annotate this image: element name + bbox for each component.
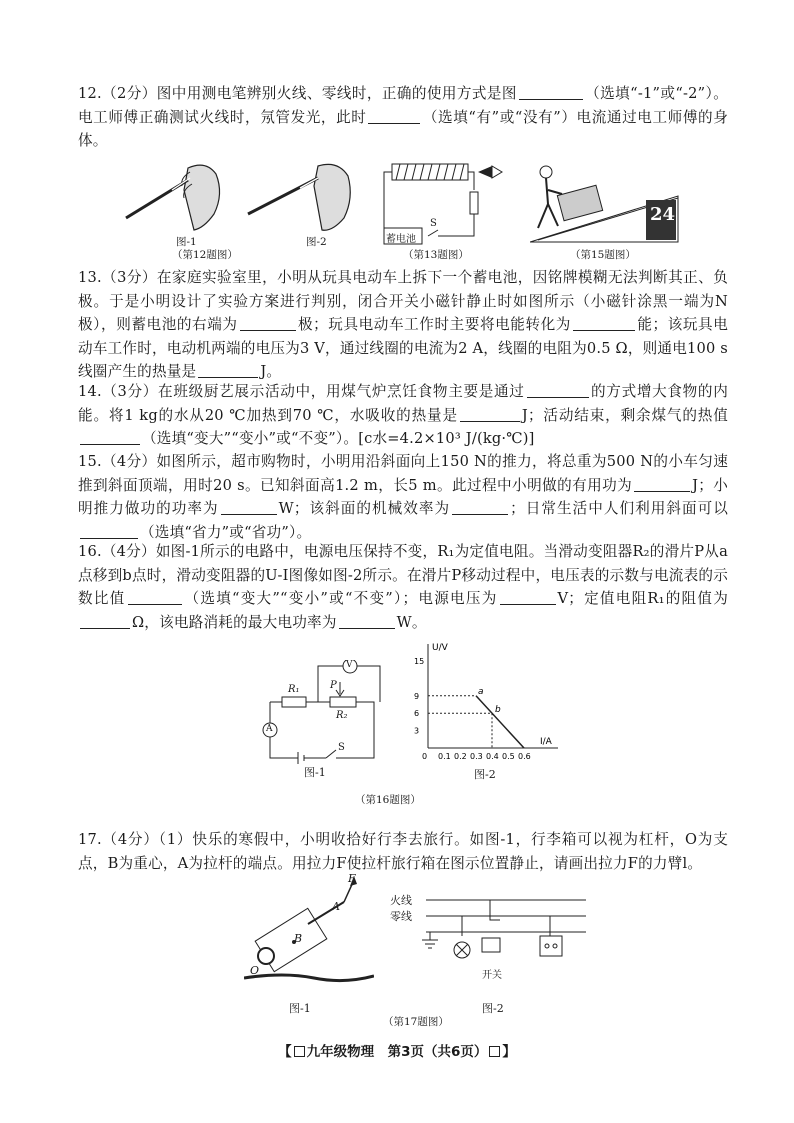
figure-caption: （第15题图） [570,249,636,261]
figure-caption: （第16题图） [355,794,421,806]
answer-blank[interactable] [460,407,520,422]
figure-15: 24 [530,160,680,245]
figure-17-1: F A B O [244,872,374,987]
incline-cart-illustration [530,160,680,245]
x-tick-label: 0.1 [438,752,451,761]
answer-blank[interactable] [527,383,589,398]
figure-label: 图-1 [289,1002,311,1015]
point-b-label: b [495,705,501,716]
ui-graph [412,640,562,770]
figure-13: 蓄电池 S [376,160,506,245]
answer-blank[interactable] [80,430,140,445]
answer-blank[interactable] [128,590,182,605]
question-14: 14.（3分）在班级厨艺展示活动中，用煤气炉烹饪食物主要是通过 的方式增大食物的内能。将1 kg的水从20 ℃加热到70 ℃，水吸收的热量是 J；活动结束，剩余煤气的热值（选填“变大”“变小”或“不变”）。[c水=4.2×10³ J/(kg·℃)] [78,383,728,447]
logo-icon [489,1046,500,1057]
figure-caption: （第17题图） [383,1016,449,1028]
x-tick-label: 0.2 [454,752,467,761]
figure-label: 图-2 [482,1002,504,1015]
answer-blank[interactable] [500,590,556,605]
figure-16-graph: U/V I/A 15 9 6 3 0 0.1 0.2 0.3 0.4 0.5 0.6 a b 图-2 [412,640,562,770]
figure-caption: （第13题图） [403,249,469,261]
answer-blank[interactable] [80,614,130,629]
question-12: 12.（2分）图中用测电笔辨别火线、零线时，正确的使用方式是图 （选填“-1”或“-2”）。电工师傅正确测试火线时，氖管发光，此时 （选填“有”或“没有”）电流通过电工师傅的身体。 [78,85,728,149]
x-tick-label: 0.5 [502,752,515,761]
answer-blank[interactable] [221,500,277,515]
page-footer: 【 九年级物理 第3页（共6页） 】 [278,1044,516,1060]
question-15: 15.（4分）如图所示，超市购物时，小明用沿斜面向上150 N的推力，将总重为500 N的小车匀速推到斜面顶端，用时20 s。已知斜面高1.2 m，长5 m。此过程中小明做的有用功为 J；小明推力做功的功率为 W；该斜面的机械效率为 ；日常生活中人们利用斜面可以（选填“省力”或“省功”）。 [78,453,728,541]
y-tick-label: 9 [414,691,420,701]
question-16: 16.（4分）如图-1所示的电路中，电源电压保持不变，R₁为定值电阻。当滑动变阻器R₂的滑片P从a点移到b点时，滑动变阻器的U-I图像如图-2所示。在滑片P移动过程中，电压表的示数与电流表的示数比值 （选填“变大”“变小”或“不变”）；电源电压为 V；定值电阻R₁的阻值为Ω，该电路消耗的最大电功率为 W。 [78,543,728,631]
x-tick-label: 0.4 [486,752,499,761]
x-axis-label: I/A [540,737,552,747]
answer-blank[interactable] [198,363,258,378]
y-axis-label: U/V [432,643,448,653]
answer-blank[interactable] [634,477,690,492]
question-13: 13.（3分）在家庭实验室里，小明从玩具电动车上拆下一个蓄电池，因铭牌模糊无法判断其正、负极。于是小明设计了实验方案进行判别，闭合开关小磁针静止时如图所示（小磁针涂黑一端为N极），则蓄电池的右端为 极；玩具电动车工作时主要将电能转化为 能；该玩具电动车工作时，电动机两端的电压为3 V，通过线圈的电流为2 A，线圈的电阻为0.5 Ω，则通电100 s线圈产生的热量是 J。 [78,269,728,380]
test-pen-illustration [118,148,368,253]
circuit-diagram [258,660,388,770]
y-tick-label: 3 [414,726,420,736]
figure-caption: （第12题图） [172,249,238,261]
answer-blank[interactable] [80,524,138,539]
figure-label: 图-1 [176,236,197,248]
ui-line [476,696,524,748]
y-tick-label: 6 [414,709,420,719]
answer-blank[interactable] [452,500,508,515]
figure-16-circuit: A V R₁ R₂ P S 图-1 [258,660,388,770]
y-tick-label: 15 [414,657,425,666]
answer-blank[interactable] [368,109,420,124]
answer-blank[interactable] [339,614,395,629]
x-tick-label: 0 [422,752,428,761]
figure-17-2: 火线 零线 开关 [390,892,590,982]
answer-blank[interactable] [519,85,583,100]
figure-label: 图-2 [306,236,327,248]
x-tick-label: 0.3 [470,752,483,761]
question-17: 17.（4分）（1）快乐的寒假中，小明收拾好行李去旅行。如图-1，行李箱可以视为杠杆，O为支点，B为重心，A为拉杆的端点。用拉力F使拉杆旅行箱在图示位置静止，请画出拉力F的力臂l。 [78,831,728,872]
answer-blank[interactable] [240,316,296,331]
answer-blank[interactable] [573,316,635,331]
suitcase-lever-diagram [244,872,374,987]
logo-icon [294,1046,305,1057]
x-tick-label: 0.6 [518,752,531,761]
figure-12 [118,148,368,253]
point-a-label: a [478,686,484,697]
